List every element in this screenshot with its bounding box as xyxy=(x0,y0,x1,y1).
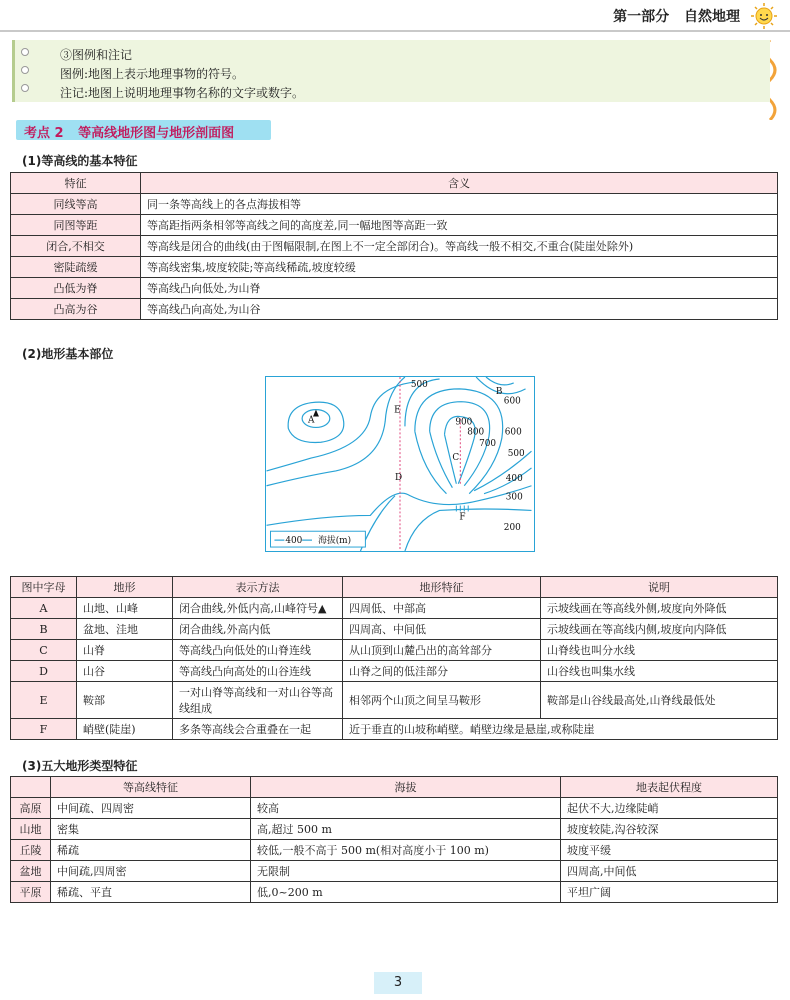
table-header-cell: 含义 xyxy=(141,173,778,194)
contour-label: 800 xyxy=(467,427,485,438)
table-cell: 等高距指两条相邻等高线之间的高度差,同一幅地图等高距一致 xyxy=(141,215,778,236)
table-row xyxy=(11,819,778,840)
table-cell: 较低,一般不高于 500 m(相对高度小于 100 m) xyxy=(251,840,561,861)
table-header-cell: 等高线特征 xyxy=(51,777,251,798)
table-header-cell: 地形特征 xyxy=(343,577,541,598)
table-cell: 四周低、中部高 xyxy=(343,598,541,619)
contour-label: 600 xyxy=(504,427,522,438)
table-cell: 密集 xyxy=(51,819,251,840)
table-cell: 平坦广阔 xyxy=(561,882,778,903)
table-cell: 峭壁(陡崖) xyxy=(77,719,173,740)
map-label-b: B xyxy=(495,386,503,397)
table-cell: 闭合曲线,外低内高,山峰符号▲ xyxy=(173,598,343,619)
map-legend-text: 海拔(m) xyxy=(317,536,352,547)
binder-ring-icon xyxy=(21,66,29,74)
table-row xyxy=(11,840,778,861)
table-cell: 多条等高线会合重叠在一起 xyxy=(173,719,343,740)
table-cell: 山谷 xyxy=(77,661,173,682)
legend-note-title: ③图例和注记 xyxy=(60,48,133,62)
table-cell: 闭合,不相交 xyxy=(11,236,141,257)
page-number: 3 xyxy=(374,972,422,994)
table-cell: 凸低为脊 xyxy=(11,278,141,299)
table-row xyxy=(11,719,778,740)
legend-note-line1: 图例:地图上表示地理事物的符号。 xyxy=(60,67,245,81)
table-row xyxy=(11,640,778,661)
table-cell: 从山顶到山麓凸出的高耸部分 xyxy=(343,640,541,661)
table-header-cell: 图中字母 xyxy=(11,577,77,598)
table-cell: 起伏不大,边缘陡峭 xyxy=(561,798,778,819)
table-cell: B xyxy=(11,619,77,640)
table-cell: 同图等距 xyxy=(11,215,141,236)
map-label-d: D xyxy=(395,472,403,483)
table-cell: 等高线密集,坡度较陡;等高线稀疏,坡度较缓 xyxy=(141,257,778,278)
table-cell: 等高线凸向高处的山谷连线 xyxy=(173,661,343,682)
contour-label: 300 xyxy=(505,492,523,503)
table-header-row xyxy=(11,577,778,598)
table-row xyxy=(11,619,778,640)
table-header-cell: 地形 xyxy=(77,577,173,598)
header-part: 第一部分 xyxy=(613,9,670,25)
table-header-cell: 地表起伏程度 xyxy=(561,777,778,798)
table-cell: 盆地 xyxy=(11,861,51,882)
sun-icon xyxy=(750,2,778,30)
map-label-e: E xyxy=(394,405,401,416)
header-title xyxy=(603,6,740,26)
table-row xyxy=(11,215,778,236)
table-row xyxy=(11,194,778,215)
contour-label: 500 xyxy=(410,379,428,390)
table-row xyxy=(11,278,778,299)
map-label-c: C xyxy=(452,453,460,464)
binder-ring-icon xyxy=(21,48,29,56)
table-cell: 高原 xyxy=(11,798,51,819)
table-header-cell: 特征 xyxy=(11,173,141,194)
header-subject: 自然地理 xyxy=(684,9,740,25)
page-header xyxy=(0,0,790,32)
table-cell: 同一条等高线上的各点海拔相等 xyxy=(141,194,778,215)
table-cell: 等高线凸向低处,为山脊 xyxy=(141,278,778,299)
map-label-f: F xyxy=(459,512,466,523)
table-cell: 中间疏,四周密 xyxy=(51,861,251,882)
table-cell: F xyxy=(11,719,77,740)
table-row xyxy=(11,861,778,882)
table-cell: 示坡线画在等高线外侧,坡度向外降低 xyxy=(541,598,778,619)
binder-ring-icon xyxy=(21,84,29,92)
table-cell: D xyxy=(11,661,77,682)
table-cell: 近于垂直的山坡称峭壁。峭壁边缘是悬崖,或称陡崖 xyxy=(343,719,778,740)
table-cell: A xyxy=(11,598,77,619)
table-cell: 四周高、中间低 xyxy=(343,619,541,640)
table-cell: 密陡疏缓 xyxy=(11,257,141,278)
map-label-a: A xyxy=(308,415,315,426)
table-cell: 山脊线也叫分水线 xyxy=(541,640,778,661)
table-cell: 中间疏、四周密 xyxy=(51,798,251,819)
table-cell: 等高线凸向低处的山脊连线 xyxy=(173,640,343,661)
contour-features-table xyxy=(10,172,778,320)
table-cell: 一对山脊等高线和一对山谷等高线组成 xyxy=(173,682,343,719)
table-cell: 鞍部是山谷线最高处,山脊线最低处 xyxy=(541,682,778,719)
table-cell: 丘陵 xyxy=(11,840,51,861)
table-cell: 示坡线画在等高线内侧,坡度向内降低 xyxy=(541,619,778,640)
table-cell: C xyxy=(11,640,77,661)
table-cell: 山脊之间的低洼部分 xyxy=(343,661,541,682)
landform-parts-table xyxy=(10,576,778,740)
table-row xyxy=(11,661,778,682)
table-cell: 鞍部 xyxy=(77,682,173,719)
contour-label: 200 xyxy=(503,523,521,534)
key-point-banner xyxy=(16,120,271,140)
table-header-row xyxy=(11,777,778,798)
table-cell: 山脊 xyxy=(77,640,173,661)
table-row xyxy=(11,882,778,903)
key-point-label: 考点 2 xyxy=(24,126,64,141)
table-row xyxy=(11,236,778,257)
contour-label: 900 xyxy=(455,417,473,428)
table-cell: 坡度平缓 xyxy=(561,840,778,861)
table-header-row xyxy=(11,173,778,194)
table-row xyxy=(11,598,778,619)
table-cell: 较高 xyxy=(251,798,561,819)
table-cell: 高,超过 500 m xyxy=(251,819,561,840)
table-header-cell: 表示方法 xyxy=(173,577,343,598)
table-header-cell xyxy=(11,777,51,798)
table-row xyxy=(11,798,778,819)
table-cell: 相邻两个山顶之间呈马鞍形 xyxy=(343,682,541,719)
table-cell: 山地、山峰 xyxy=(77,598,173,619)
contour-label: 500 xyxy=(507,449,525,460)
map-legend-value: 400 xyxy=(285,536,303,547)
contour-label: 400 xyxy=(505,473,523,484)
table-row xyxy=(11,682,778,719)
table-cell: 等高线凸向高处,为山谷 xyxy=(141,299,778,320)
table-header-cell: 说明 xyxy=(541,577,778,598)
key-point-title: 等高线地形图与地形剖面图 xyxy=(78,126,235,141)
table-header-cell: 海拔 xyxy=(251,777,561,798)
table-cell: 山地 xyxy=(11,819,51,840)
table-cell: E xyxy=(11,682,77,719)
table-cell: 稀疏 xyxy=(51,840,251,861)
contour-label: 700 xyxy=(479,439,497,450)
table-cell: 盆地、洼地 xyxy=(77,619,173,640)
legend-note-box xyxy=(12,40,770,102)
table-cell: 稀疏、平直 xyxy=(51,882,251,903)
table-row xyxy=(11,257,778,278)
table-row xyxy=(11,299,778,320)
table-cell: 同线等高 xyxy=(11,194,141,215)
legend-note-line2: 注记:地图上说明地理事物名称的文字或数字。 xyxy=(60,86,305,100)
landform-types-table xyxy=(10,776,778,903)
table-cell: 凸高为谷 xyxy=(11,299,141,320)
table-cell: 坡度较陡,沟谷较深 xyxy=(561,819,778,840)
table-cell: 四周高,中间低 xyxy=(561,861,778,882)
contour-map xyxy=(265,376,535,552)
section-2-title: (2)地形基本部位 xyxy=(22,347,114,361)
table-cell: 低,0~200 m xyxy=(251,882,561,903)
table-cell: 等高线是闭合的曲线(由于图幅限制,在图上不一定全部闭合)。等高线一般不相交,不重合(陡崖处除外) xyxy=(141,236,778,257)
table-cell: 无限制 xyxy=(251,861,561,882)
section-3-title: (3)五大地形类型特征 xyxy=(22,759,138,773)
table-cell: 山谷线也叫集水线 xyxy=(541,661,778,682)
section-1-title: (1)等高线的基本特征 xyxy=(22,154,138,168)
table-cell: 平原 xyxy=(11,882,51,903)
table-cell: 闭合曲线,外高内低 xyxy=(173,619,343,640)
contour-label: 600 xyxy=(503,396,521,407)
